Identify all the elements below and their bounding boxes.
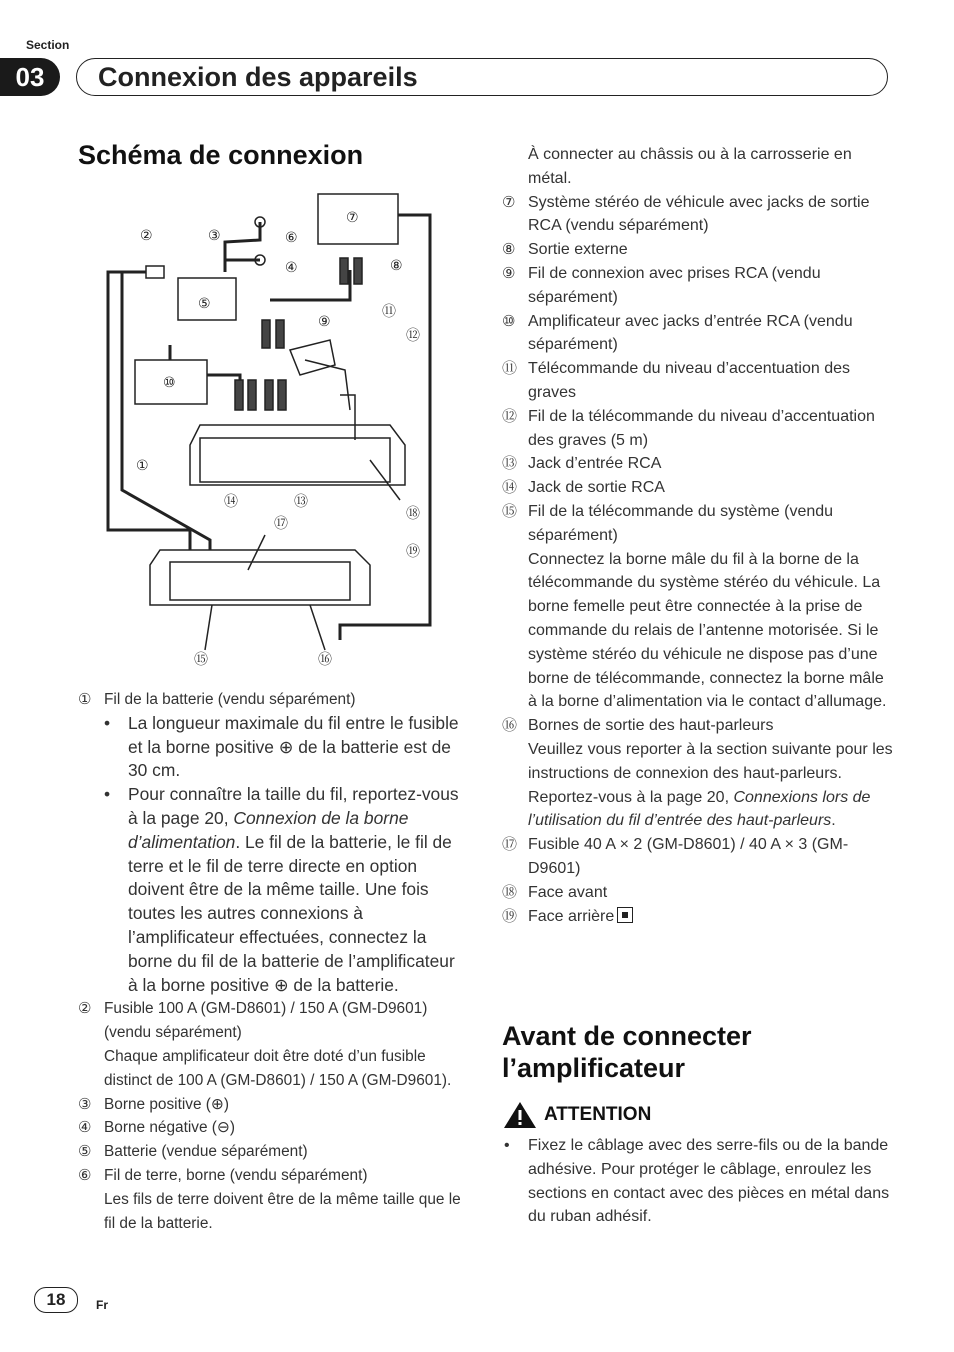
list-item: ⑧ Sortie externe <box>502 241 628 259</box>
list-item: ⑦ Système stéréo de véhicule avec jacks de sortie RCA (vendu séparément) <box>502 193 870 235</box>
callout-11: ⑪ <box>382 304 396 320</box>
callout-10: ⑩ <box>163 375 176 391</box>
attention-block <box>502 1100 894 1229</box>
list-item: ⑭ Jack de sortie RCA <box>502 479 665 497</box>
attention-title: ATTENTION <box>502 1100 894 1130</box>
callout-13: ⑬ <box>294 494 308 510</box>
callout-12: ⑫ <box>406 328 420 344</box>
section-label: Section <box>26 38 70 52</box>
warning-icon <box>502 1100 538 1130</box>
callout-1: ① <box>136 458 149 474</box>
callout-17: ⑰ <box>274 516 288 532</box>
callout-2: ② <box>140 228 153 244</box>
callout-19: ⑲ <box>406 544 420 560</box>
list-item: ⑨ Fil de connexion avec prises RCA (vendu séparément) <box>502 264 821 306</box>
list-item: ⑮ Fil de la télécommande du système (vendu séparément) Connectez la borne mâle du fil à la borne de la télécommande du système stéréo du véhicule. La borne femelle peut être connectée à la prise de commande du relais de l’antenne motorisée. Si le système stéréo du véhicule ne dispose pas d’une borne de télécommande, connectez la borne mâle à la borne d’alimentation via le contact d’allumage. <box>502 502 887 711</box>
callout-4: ④ <box>285 260 298 276</box>
callout-16: ⑯ <box>318 652 332 668</box>
callout-9: ⑨ <box>318 314 331 330</box>
list-item: ⑲ Face arrière <box>502 905 894 929</box>
list-item: ① Fil de la batterie (vendu séparément) <box>78 691 356 708</box>
end-mark-icon <box>617 907 633 923</box>
language-label: Fr <box>96 1298 108 1312</box>
page-number: 18 <box>34 1287 78 1313</box>
heading-avant: Avant de connecter l’amplificateur <box>502 1021 752 1083</box>
left-item-list <box>78 688 468 1235</box>
list-item: ⑩ Amplificateur avec jacks d’entrée RCA (vendu séparément) <box>502 312 853 354</box>
list-item: ④ Borne négative (⊖) <box>78 1119 235 1137</box>
battery-bullet-1: • La longueur maximale du fil entre le fusible et la borne positive ⊕ de la batterie est de 30 cm. <box>102 712 468 783</box>
callout-5: ⑤ <box>198 296 211 312</box>
list-item: ③ Borne positive (⊕) <box>78 1095 229 1113</box>
list-item: ⑫ Fil de la télécommande du niveau d’accentuation des graves (5 m) <box>502 407 875 449</box>
callout-7: ⑦ <box>346 210 359 226</box>
list-item: ⑥ Fil de terre, borne (vendu séparément) Les fils de terre doivent être de la même taille que le fil de la batterie. <box>78 1166 461 1232</box>
list-item: ⑬ Jack d’entrée RCA <box>502 455 662 473</box>
list-item: ② Fusible 100 A (GM-D8601) / 150 A (GM-D9601) (vendu séparément) Chaque amplificateur doit être doté d’un fusible distinct de 100 A (GM-D8601) / 150 A (GM-D9601). <box>78 1000 452 1089</box>
callout-18: ⑱ <box>406 506 420 522</box>
chapter-title: Connexion des appareils <box>98 62 418 92</box>
list-item: ⑰ Fusible 40 A × 2 (GM-D8601) / 40 A × 3 (GM-D9601) <box>502 836 849 877</box>
callout-15: ⑮ <box>194 652 208 668</box>
callout-8: ⑧ <box>390 258 403 274</box>
list-item: ⑪ Télécommande du niveau d’accentuation des graves <box>502 360 850 401</box>
list-item: ⑯ Bornes de sortie des haut-parleurs Veuillez vous reporter à la section suivante pour les instructions de connexion des haut-parleurs. Reportez-vous à la page 20, Connexions lors de l’utilisation du fil d’entrée des haut-parleurs. <box>502 717 893 830</box>
battery-bullet-2: • Pour connaître la taille du fil, reportez-vous à la page 20, Connexion de la borne d’alimentation. Le fil de la batterie, le fil de terre et le fil de terre directe en option doivent être de la même taille. Une fois toutes les autres connexions à l’amplificateur effectuées, connectez la borne du fil de la batterie de l’amplificateur à la borne positive ⊕ de la batterie. <box>102 783 468 997</box>
list-item: ⑱ Face avant <box>502 883 608 901</box>
section-number: 03 <box>0 58 60 96</box>
wiring-diagram <box>100 180 440 680</box>
callout-3: ③ <box>208 228 221 244</box>
list-item: ⑤ Batterie (vendue séparément) <box>78 1143 308 1161</box>
right-item-list <box>502 143 894 928</box>
callout-6: ⑥ <box>285 230 298 246</box>
heading-schema: Schéma de connexion <box>78 140 364 170</box>
list-item: À connecter au châssis ou à la carrosserie en métal. <box>528 146 852 187</box>
attention-bullet: • Fixez le câblage avec des serre-fils ou de la bande adhésive. Pour protéger le câblage, enroulez les sections en contact avec des pièces en métal dans du ruban adhésif. <box>502 1134 894 1229</box>
callout-14: ⑭ <box>224 494 238 510</box>
